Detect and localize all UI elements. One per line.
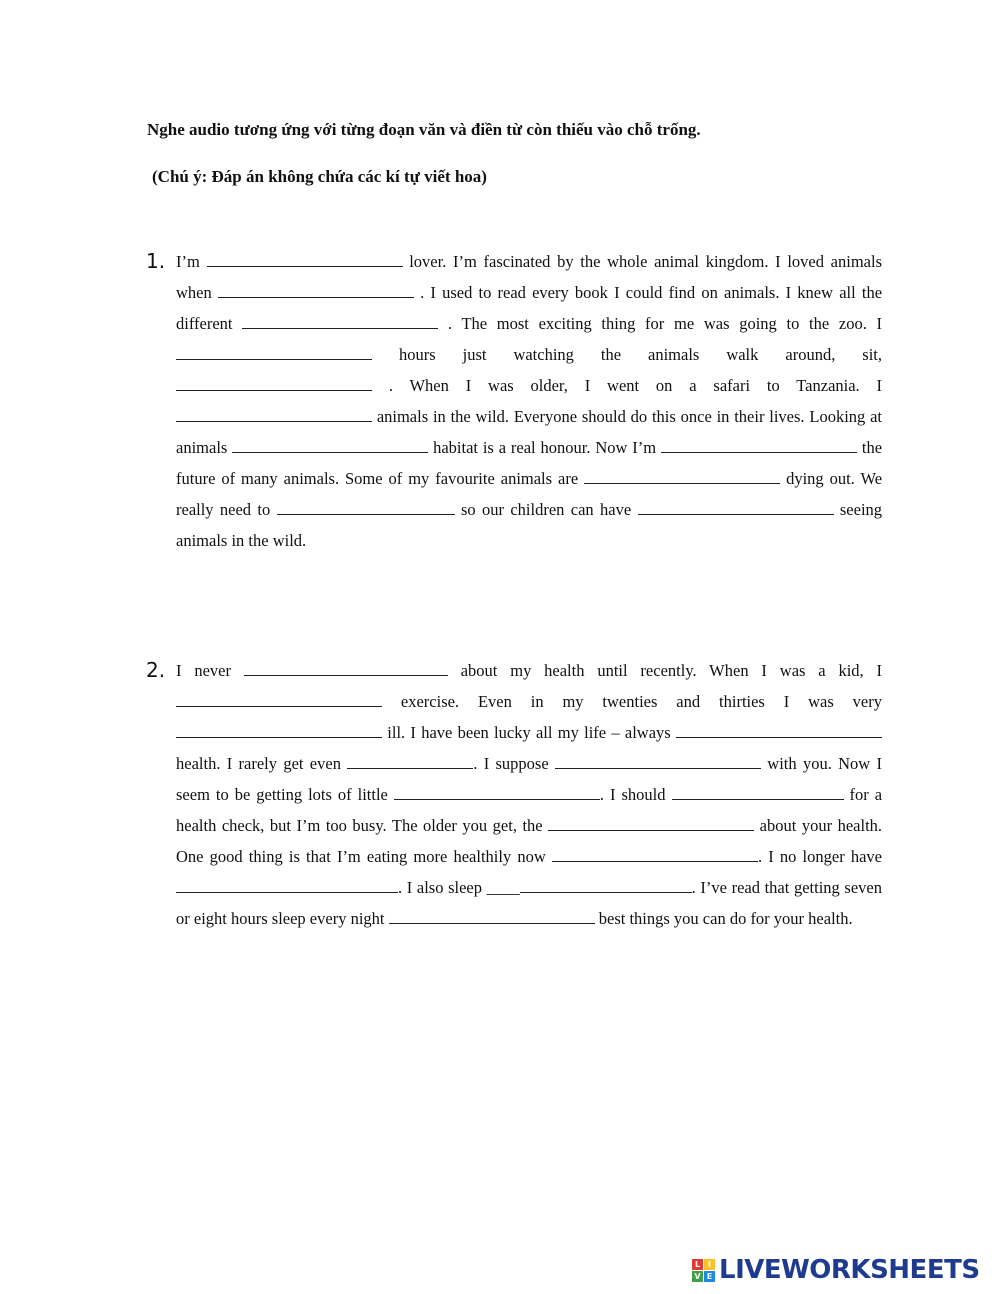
- answer-blank[interactable]: [638, 501, 834, 515]
- text-segment: exercise. Even in my twenties and thirties I was very: [400, 692, 882, 711]
- answer-blank[interactable]: [176, 724, 382, 738]
- text-segment: . I also sleep ____: [398, 878, 520, 897]
- logo-letter-v: V: [692, 1271, 703, 1282]
- answer-blank[interactable]: [520, 879, 692, 893]
- answer-blank[interactable]: [555, 755, 761, 769]
- text-segment: . I no longer have: [757, 847, 883, 866]
- instruction-heading: Nghe audio tương ứng với từng đoạn văn và điền từ còn thiếu vào chỗ trống.: [147, 120, 701, 139]
- answer-blank[interactable]: [218, 284, 414, 298]
- text-segment: about my health until recently. When I was a kid, I: [460, 661, 883, 680]
- answer-blank[interactable]: [676, 724, 882, 738]
- answer-blank[interactable]: [176, 377, 372, 391]
- answer-blank[interactable]: [176, 879, 398, 893]
- logo-letter-l: L: [692, 1259, 703, 1270]
- answer-blank[interactable]: [548, 817, 754, 831]
- liveworksheets-logo-icon: [692, 1259, 715, 1282]
- logo-letter-i: I: [704, 1259, 715, 1270]
- answer-blank[interactable]: [176, 693, 382, 707]
- exercise-2-paragraph: [176, 655, 882, 934]
- text-segment: ill. I have been lucky all my life – always: [387, 723, 671, 742]
- answer-blank[interactable]: [176, 346, 372, 360]
- text-segment: . When I was older, I went on a safari to Tanzania. I: [388, 376, 882, 395]
- text-segment: animals in the wild. Everyone should do this once in their lives. Looking at animals: [176, 407, 882, 457]
- text-segment: . I used to read every book I could find on animals. I knew all the different: [176, 283, 883, 333]
- text-segment: about your health. One good thing is that I’m eating more healthily now: [176, 816, 883, 866]
- exercise-1-paragraph: [176, 246, 882, 556]
- answer-blank[interactable]: [661, 439, 857, 453]
- text-segment: . I suppose: [473, 754, 549, 773]
- text-segment: hours just watching the animals walk around, sit,: [398, 345, 883, 364]
- text-segment: I never: [176, 661, 231, 680]
- exercise-2-number: 2.: [146, 658, 166, 682]
- answer-blank[interactable]: [347, 755, 473, 769]
- answer-blank[interactable]: [277, 501, 455, 515]
- answer-blank[interactable]: [244, 662, 448, 676]
- answer-blank[interactable]: [584, 470, 780, 484]
- exercise-1-number: 1.: [146, 249, 166, 273]
- text-segment: the future of many animals. Some of my favourite animals are: [176, 438, 883, 488]
- answer-blank[interactable]: [232, 439, 428, 453]
- text-segment: lover. I’m fascinated by the whole animal kingdom. I loved animals when: [176, 252, 883, 302]
- note-heading: (Chú ý: Đáp án không chứa các kí tự viết hoa): [152, 167, 487, 186]
- answer-blank[interactable]: [672, 786, 844, 800]
- answer-blank[interactable]: [389, 910, 595, 924]
- text-segment: . I’ve read that getting seven or eight hours sleep every night: [176, 878, 882, 928]
- text-segment: so our children can have: [460, 500, 632, 519]
- text-segment: . I should: [599, 785, 666, 804]
- logo-letter-e: E: [704, 1271, 715, 1282]
- text-segment: health. I rarely get even: [176, 754, 341, 773]
- text-segment: for a health check, but I’m too busy. The older you get, the: [176, 785, 883, 835]
- text-segment: best things you can do for your health.: [598, 909, 853, 928]
- text-segment: I’m: [176, 252, 200, 271]
- answer-blank[interactable]: [394, 786, 600, 800]
- text-segment: seeing animals in the wild.: [176, 500, 883, 550]
- answer-blank[interactable]: [207, 253, 403, 267]
- answer-blank[interactable]: [176, 408, 372, 422]
- text-segment: habitat is a real honour. Now I’m: [433, 438, 657, 457]
- answer-blank[interactable]: [552, 848, 758, 862]
- answer-blank[interactable]: [242, 315, 438, 329]
- text-segment: with you. Now I seem to be getting lots of little: [176, 754, 883, 804]
- liveworksheets-logo: [692, 1254, 980, 1286]
- text-segment: dying out. We really need to: [176, 469, 883, 519]
- logo-wordmark: LIVEWORKSHEETS: [719, 1255, 980, 1285]
- text-segment: . The most exciting thing for me was going to the zoo. I: [447, 314, 883, 333]
